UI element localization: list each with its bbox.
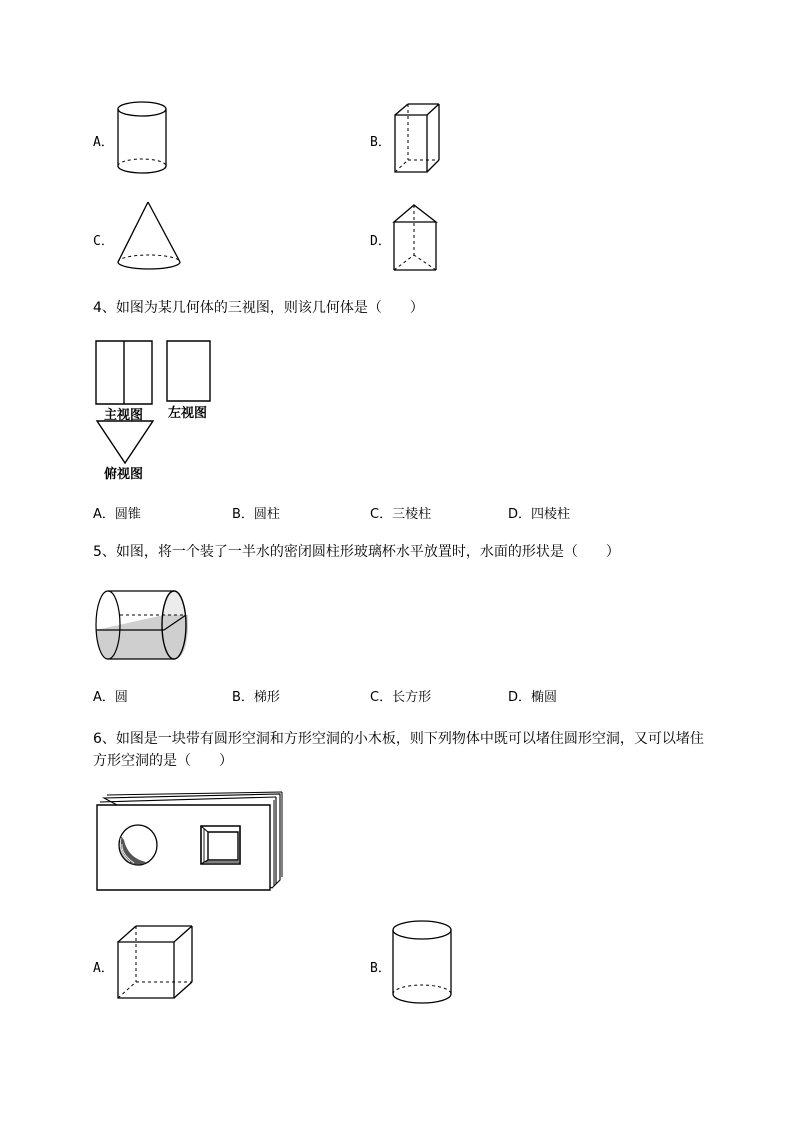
cylinder-icon [112, 100, 174, 178]
front-view-caption: 主视图 [104, 408, 144, 423]
q4-answer-b[interactable]: B．圆柱 [232, 507, 280, 522]
q3-option-c-label[interactable]: C． [93, 234, 114, 249]
question-4-text: 4、如图为某几何体的三视图，则该几何体是（ ） [93, 300, 424, 316]
q5-answer-d[interactable]: D．椭圆 [508, 690, 558, 705]
q5-answer-a[interactable]: A．圆 [93, 690, 128, 705]
question-6-text-line1: 6、如图是一块带有圆形空洞和方形空洞的小木板，则下列物体中既可以堵住圆形空洞，又可以堵住 [93, 731, 704, 747]
top-view-caption: 俯视图 [104, 467, 144, 482]
q3-option-b-label[interactable]: B． [370, 135, 391, 150]
question-6-text-line2: 方形空洞的是（ ） [93, 753, 233, 769]
left-view-caption: 左视图 [168, 406, 208, 421]
cube-icon [114, 922, 198, 1004]
wooden-board-drawing [94, 792, 286, 894]
left-view-drawing [166, 340, 212, 404]
q6-option-b-label[interactable]: B． [370, 961, 391, 976]
triangular-prism-icon [390, 200, 442, 276]
q4-answer-a[interactable]: A．圆锥 [93, 507, 141, 522]
q4-answer-c[interactable]: C．三棱柱 [370, 507, 432, 522]
top-view-drawing [96, 420, 156, 466]
q3-option-a-label[interactable]: A． [93, 135, 114, 150]
front-view-drawing [95, 340, 155, 406]
question-5-text: 5、如图，将一个装了一半水的密闭圆柱形玻璃杯水平放置时，水面的形状是（ ） [93, 544, 620, 560]
q4-answer-d[interactable]: D．四棱柱 [508, 507, 571, 522]
q3-option-d-label[interactable]: D． [370, 234, 391, 249]
q5-answer-c[interactable]: C．长方形 [370, 690, 432, 705]
cylinder-icon [388, 918, 456, 1008]
q6-option-a-label[interactable]: A． [93, 961, 114, 976]
q5-answer-b[interactable]: B．梯形 [232, 690, 280, 705]
cone-icon [114, 198, 186, 276]
rectangular-prism-icon [390, 100, 446, 178]
horizontal-cylinder-water-drawing [94, 585, 198, 665]
